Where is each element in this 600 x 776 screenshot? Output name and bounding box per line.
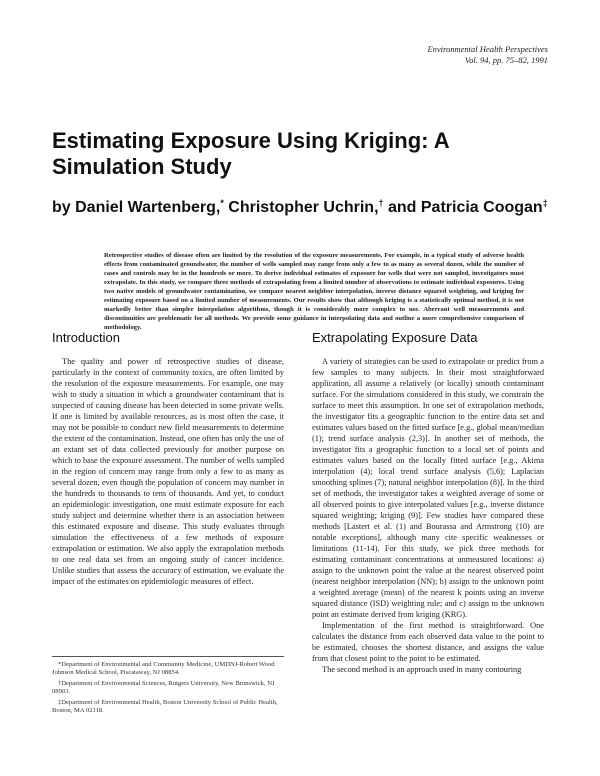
extrapolating-heading: Extrapolating Exposure Data (312, 330, 478, 345)
journal-name: Environmental Health Perspectives (427, 44, 548, 54)
journal-citation: Vol. 94, pp. 75–82, 1991 (464, 55, 548, 65)
author-mark-3: ‡ (542, 198, 548, 208)
author-mark-2: † (378, 198, 384, 208)
footnote-2: †Department of Environmental Sciences, Rutgers University, New Brunswick, NJ 08903. (52, 679, 275, 696)
extrapolating-paragraph-1: A variety of strategies can be used to extrapolate or predict from a few samples to many subjects. In their most straightforward application, all assume a relatively (or locally) smooth contaminant surface. For the simulations considered in this study, we constrain the surface to meet this assumption. In one set of extrapolation methods, the investigator fits a geographic function to the entire data set and estimates values based on the fitted surface [e.g., global mean/median (1); trend surface analysis (2,3)]. In another set of methods, the investigator fits a geographic function to a local set of points and estimates values based on the locally fitted surface [e.g., Akima interpolation (4); local trend surface analysis (5,6); Laplacian smoothing splines (7); natural neighbor interpolation (8)]. In the third set of methods, the investigator takes a weighted average of some or all observed points to give interpolated values [e.g., inverse distance squared weighting; kriging (9)]. Few studies have compared these methods [Lastert et al. (1) and Bourassa and Armstrong (10) are notable exceptions], although many cite specific weaknesses or limitations (11-14). For this study, we pick three methods for estimating contaminant concentrations at unmeasured locations: a) assign to the unknown point the value at the nearest observed point (nearest neighbor interpolation (NN); b) assign to the unknown point a weighted average (mean) of the nearest k points using an inverse squared distance (ISD) weighting rule; and c) assign to the unknown point an estimate derived from kriging (KRG). (312, 357, 544, 619)
author-uchrin: Christopher Uchrin, (223, 199, 379, 216)
introduction-paragraph: The quality and power of retrospective studies of disease, particularly in the context of community toxics, are often limited by the resolution of the exposure measurements. For example, one may wish to study a situation in which a groundwater contaminant that is suspected of causing disease has been detected in some private wells. If one is limited by available resources, as is most often the case, it may not be possible to conduct new field measurements to determine the extent of the contamination. Instead, one often has only the use of an extant set of data collected previously for another purpose on which to base the exposure assessment. The number of wells sampled in the region of concern may range from only a few to as many as several dozen, even though the population of concern may number in the hundreds to thousands to tens of thousands. And yet, to conduct an epidemiologic investigation, one must estimate exposure for each study subject and determine whether there is an association between this estimated exposure and disease. This study evaluates through simulation the effectiveness of a few methods of exposure extrapolation or estimation. We also apply the extrapolation methods to one real data set from an ongoing study of cancer incidence. Unlike studies that assess the accuracy of estimation, we evaluate the impact of the estimates on epidemiologic measures of effect. (52, 357, 284, 586)
footnotes (52, 656, 284, 717)
extrapolating-paragraph-3: The second method is an approach used in many contouring (322, 665, 522, 674)
left-column (52, 330, 284, 587)
abstract: Retrospective studies of disease often are limited by the resolution of the exposure measurements. For example, in a typical study of adverse health effects from contaminated groundwater, the number of wells sampled may range from only a few to as many as several dozen, while the number of cases and controls may be in the hundreds or more. To derive individual estimates of exposure for wells that were not sampled, investigators must extrapolate. In this study, we compare three methods of extrapolating from a limited number of observations to estimate individual exposures. Using two native models of groundwater contamination, we compare nearest neighbor interpolation, inverse distance squared weighting, and kriging for estimating exposure based on a limited number of measurements. Our results show that although kriging is a statistically optimal method, it is not markedly better than simpler interpolation algorithms, though it is considerably more complex to use. Aberrant well measurements and discontinuities are problematic for all methods. We provide some guidance in interpolating data and outline a more comprehensive comparison of methodology. (104, 252, 524, 331)
footnote-1: *Department of Environmental and Community Medicine, UMDNJ-Robert Wood Johnson Medical School, Piscataway, NJ 08854. (52, 661, 275, 677)
author-list (52, 192, 552, 219)
extrapolating-paragraph-2: Implementation of the first method is straightforward. One calculates the distance from each observed data value to the point to be estimated, chooses the shortest distance, and assigns the value from that closest point to the point to be estimated. (312, 621, 544, 663)
introduction-heading: Introduction (52, 330, 120, 345)
paper-title: Estimating Exposure Using Kriging: A Simulation Study (52, 128, 449, 179)
author-coogan: and Patricia Coogan (383, 199, 543, 216)
right-column (312, 330, 544, 675)
author-mark-1: * (220, 198, 224, 208)
author-wartenberg: by Daniel Wartenberg, (52, 199, 221, 216)
journal-header (427, 44, 548, 66)
footnote-3: ‡Department of Environmental Health, Boston University School of Public Health, Boston, MA 02118. (52, 698, 278, 715)
